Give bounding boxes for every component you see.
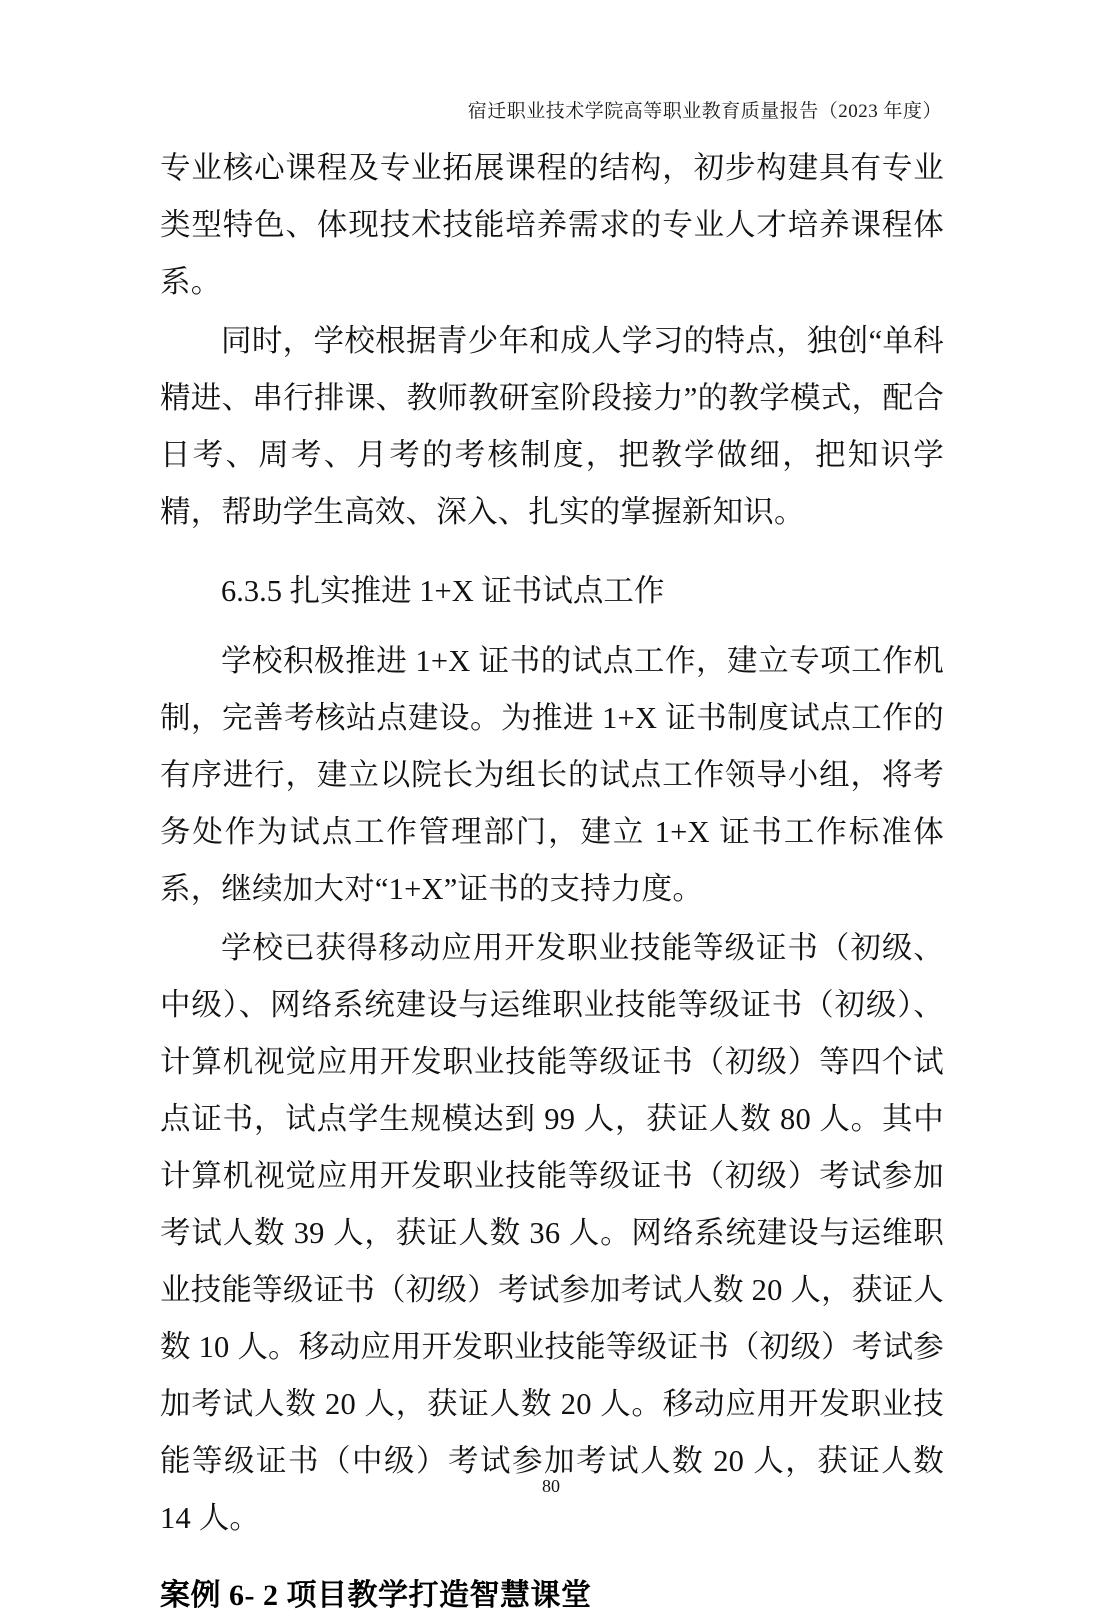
section-heading-6-3-5: 6.3.5 扎实推进 1+X 证书试点工作 bbox=[221, 574, 665, 608]
paragraph-continuation: 专业核心课程及专业拓展课程的结构，初步构建具有专业类型特色、体现技术技能培养需求的专业人才培养课程体系。 bbox=[160, 151, 944, 299]
case-heading-6-2: 案例 6- 2 项目教学打造智慧课堂 bbox=[160, 1579, 592, 1612]
paragraph-teaching-model: 同时，学校根据青少年和成人学习的特点，独创“单科精进、串行排课、教师教研室阶段接力”的教学模式，配合日考、周考、月考的考核制度，把教学做细，把知识学精，帮助学生高效、深入、扎实的掌握新知识。 bbox=[160, 324, 944, 529]
paragraph-spacer bbox=[160, 1549, 944, 1559]
page-number: 80 bbox=[542, 1476, 560, 1496]
paragraph-certificates: 学校已获得移动应用开发职业技能等级证书（初级、中级）、网络系统建设与运维职业技能等级证书（初级）、计算机视觉应用开发职业技能等级证书（初级）等四个试点证书，试点学生规模达到 99 人，获证人数 80 人。其中计算机视觉应用开发职业技能等级证书（初级）考试参加考试人数 39 人，获证人数 36 人。网络系统建设与运维职业技能等级证书（初级）考试参加考试人数 20 人，获证人数 10 人。移动应用开发职业技能等级证书（初级）考试参加考试人数 20 人，获证人数 20 人。移动应用开发职业技能等级证书（中级）考试参加考试人数 20 人，获证人数 14 人。 bbox=[160, 931, 944, 1535]
page-content bbox=[160, 140, 944, 1621]
paragraph-pilot-work: 学校积极推进 1+X 证书的试点工作，建立专项工作机制，完善考核站点建设。为推进 1+X 证书制度试点工作的有序进行，建立以院长为组长的试点工作领导小组，将考务处作为试点工作管理部门，建立 1+X 证书工作标准体系，继续加大对“1+X”证书的支持力度。 bbox=[160, 644, 944, 906]
running-header: 宿迁职业技术学院高等职业教育质量报告（2023 年度） bbox=[467, 101, 942, 122]
